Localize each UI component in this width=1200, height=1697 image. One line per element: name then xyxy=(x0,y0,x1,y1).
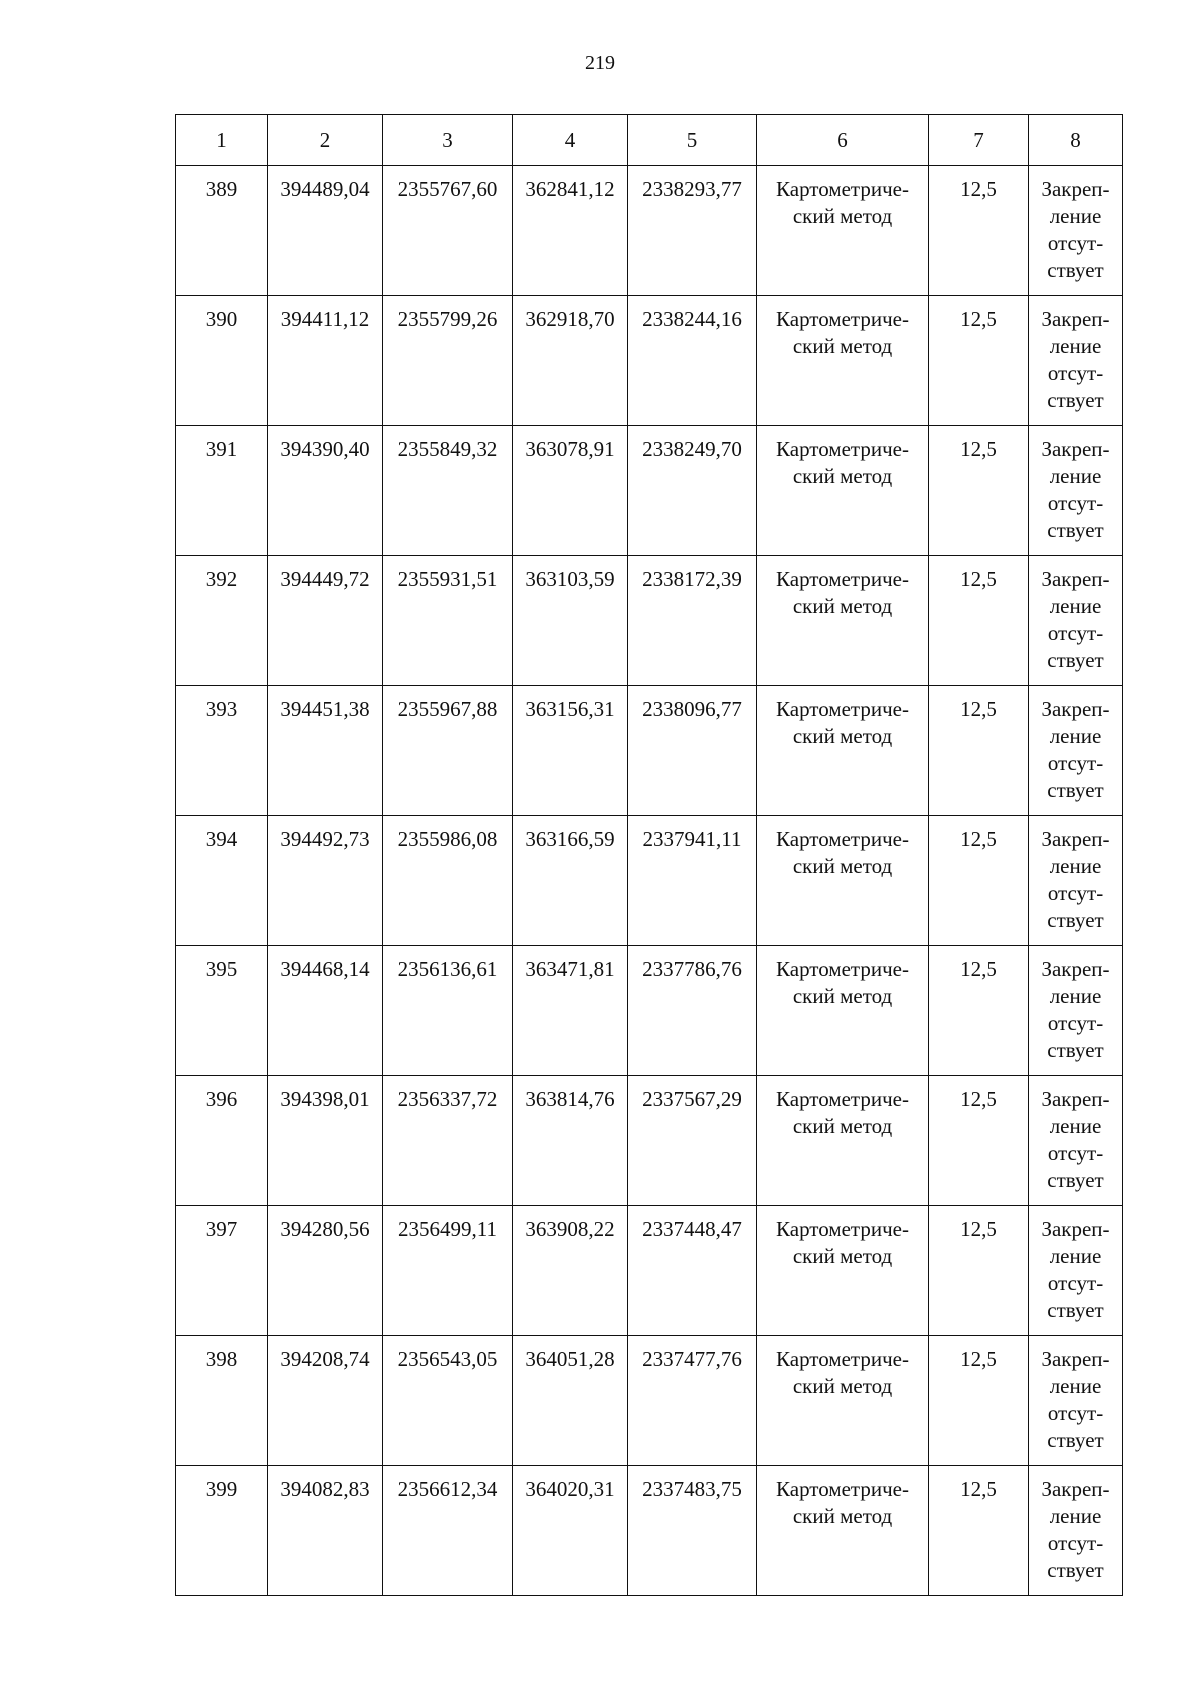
fixing-line: ствует xyxy=(1047,1038,1104,1062)
method-cell xyxy=(757,1466,929,1596)
fixing-line: отсут- xyxy=(1047,231,1104,255)
fixing-line: ление xyxy=(1049,984,1102,1008)
fixing-line: Закреп- xyxy=(1041,957,1110,981)
fixing-line: отсут- xyxy=(1047,1531,1104,1555)
method-cell xyxy=(757,946,929,1076)
fixing-line: ление xyxy=(1049,854,1102,878)
coordinate-y-new-cell: 2337567,29 xyxy=(628,1076,757,1206)
column-header-1: 1 xyxy=(176,115,268,166)
method-line: ский метод xyxy=(792,1244,893,1268)
fixing-line: отсут- xyxy=(1047,621,1104,645)
fixing-line: ление xyxy=(1049,1244,1102,1268)
coordinate-y-old-cell: 2355767,60 xyxy=(383,166,513,296)
fixing-line: Закреп- xyxy=(1041,1087,1110,1111)
fixing-line: Закреп- xyxy=(1041,177,1110,201)
fixing-description-cell xyxy=(1029,166,1123,296)
method-line: ский метод xyxy=(792,1374,893,1398)
coordinate-x-new-cell: 363166,59 xyxy=(513,816,628,946)
fixing-line: ление xyxy=(1049,724,1102,748)
coordinate-y-new-cell: 2337786,76 xyxy=(628,946,757,1076)
accuracy-cell: 12,5 xyxy=(929,1336,1029,1466)
fixing-description-cell xyxy=(1029,1076,1123,1206)
accuracy-cell: 12,5 xyxy=(929,296,1029,426)
fixing-line: ление xyxy=(1049,464,1102,488)
point-number-cell: 391 xyxy=(176,426,268,556)
accuracy-cell: 12,5 xyxy=(929,1466,1029,1596)
method-line: Картометриче- xyxy=(776,1217,909,1241)
table-row xyxy=(176,1466,1123,1596)
method-line: Картометриче- xyxy=(776,697,909,721)
coordinate-y-old-cell: 2356612,34 xyxy=(383,1466,513,1596)
fixing-line: Закреп- xyxy=(1041,1477,1110,1501)
coordinate-y-old-cell: 2355931,51 xyxy=(383,556,513,686)
method-line: ский метод xyxy=(792,984,893,1008)
point-number-cell: 399 xyxy=(176,1466,268,1596)
column-header-3: 3 xyxy=(383,115,513,166)
table-row xyxy=(176,816,1123,946)
table-row xyxy=(176,1206,1123,1336)
method-line: Картометриче- xyxy=(776,567,909,591)
coordinates-table xyxy=(175,114,1123,1596)
point-number-cell: 396 xyxy=(176,1076,268,1206)
fixing-line: ление xyxy=(1049,594,1102,618)
coordinate-y-old-cell: 2355849,32 xyxy=(383,426,513,556)
coordinate-x-new-cell: 363078,91 xyxy=(513,426,628,556)
method-line: Картометриче- xyxy=(776,177,909,201)
fixing-line: Закреп- xyxy=(1041,307,1110,331)
fixing-line: отсут- xyxy=(1047,1011,1104,1035)
coordinate-y-old-cell: 2355967,88 xyxy=(383,686,513,816)
fixing-description-cell xyxy=(1029,1336,1123,1466)
coordinate-x-new-cell: 364051,28 xyxy=(513,1336,628,1466)
coordinate-y-new-cell: 2338244,16 xyxy=(628,296,757,426)
coordinate-x-new-cell: 363908,22 xyxy=(513,1206,628,1336)
fixing-line: ление xyxy=(1049,1504,1102,1528)
coordinate-y-old-cell: 2356136,61 xyxy=(383,946,513,1076)
fixing-line: ствует xyxy=(1047,1558,1104,1582)
coordinate-y-new-cell: 2338293,77 xyxy=(628,166,757,296)
coordinate-y-new-cell: 2337448,47 xyxy=(628,1206,757,1336)
accuracy-cell: 12,5 xyxy=(929,556,1029,686)
accuracy-cell: 12,5 xyxy=(929,1206,1029,1336)
column-header-7: 7 xyxy=(929,115,1029,166)
coordinate-x-new-cell: 364020,31 xyxy=(513,1466,628,1596)
accuracy-cell: 12,5 xyxy=(929,686,1029,816)
point-number-cell: 389 xyxy=(176,166,268,296)
accuracy-cell: 12,5 xyxy=(929,426,1029,556)
coordinate-y-new-cell: 2337477,76 xyxy=(628,1336,757,1466)
method-line: ский метод xyxy=(792,724,893,748)
table-row xyxy=(176,1076,1123,1206)
coordinate-x-old-cell: 394492,73 xyxy=(268,816,383,946)
table-row xyxy=(176,166,1123,296)
fixing-line: ствует xyxy=(1047,258,1104,282)
fixing-line: ствует xyxy=(1047,1428,1104,1452)
table-row xyxy=(176,296,1123,426)
fixing-line: ствует xyxy=(1047,908,1104,932)
method-line: Картометриче- xyxy=(776,827,909,851)
coordinate-x-new-cell: 363156,31 xyxy=(513,686,628,816)
table-row xyxy=(176,1336,1123,1466)
fixing-line: Закреп- xyxy=(1041,827,1110,851)
page-number: 219 xyxy=(585,52,615,74)
fixing-description-cell xyxy=(1029,816,1123,946)
fixing-line: ствует xyxy=(1047,518,1104,542)
column-header-4: 4 xyxy=(513,115,628,166)
method-line: Картометриче- xyxy=(776,1087,909,1111)
fixing-line: Закреп- xyxy=(1041,437,1110,461)
fixing-description-cell xyxy=(1029,556,1123,686)
point-number-cell: 390 xyxy=(176,296,268,426)
coordinate-x-old-cell: 394208,74 xyxy=(268,1336,383,1466)
fixing-line: ствует xyxy=(1047,1168,1104,1192)
coordinate-x-old-cell: 394390,40 xyxy=(268,426,383,556)
method-line: Картометриче- xyxy=(776,437,909,461)
fixing-line: ление xyxy=(1049,204,1102,228)
fixing-description-cell xyxy=(1029,296,1123,426)
coordinate-x-new-cell: 363814,76 xyxy=(513,1076,628,1206)
column-header-8: 8 xyxy=(1029,115,1123,166)
method-line: ский метод xyxy=(792,594,893,618)
coordinate-y-new-cell: 2338249,70 xyxy=(628,426,757,556)
coordinate-y-new-cell: 2337483,75 xyxy=(628,1466,757,1596)
method-cell xyxy=(757,556,929,686)
accuracy-cell: 12,5 xyxy=(929,816,1029,946)
accuracy-cell: 12,5 xyxy=(929,1076,1029,1206)
fixing-line: отсут- xyxy=(1047,491,1104,515)
method-line: ский метод xyxy=(792,854,893,878)
method-cell xyxy=(757,296,929,426)
point-number-cell: 398 xyxy=(176,1336,268,1466)
fixing-line: ствует xyxy=(1047,648,1104,672)
fixing-line: ление xyxy=(1049,1374,1102,1398)
header-row xyxy=(176,115,1123,166)
point-number-cell: 395 xyxy=(176,946,268,1076)
fixing-description-cell xyxy=(1029,946,1123,1076)
fixing-line: отсут- xyxy=(1047,881,1104,905)
column-header-2: 2 xyxy=(268,115,383,166)
fixing-description-cell xyxy=(1029,1206,1123,1336)
column-header-5: 5 xyxy=(628,115,757,166)
accuracy-cell: 12,5 xyxy=(929,166,1029,296)
fixing-description-cell xyxy=(1029,686,1123,816)
method-line: ский метод xyxy=(792,204,893,228)
method-cell xyxy=(757,686,929,816)
fixing-line: Закреп- xyxy=(1041,697,1110,721)
coordinate-x-old-cell: 394280,56 xyxy=(268,1206,383,1336)
coordinate-y-new-cell: 2338096,77 xyxy=(628,686,757,816)
coordinate-x-old-cell: 394082,83 xyxy=(268,1466,383,1596)
method-line: ский метод xyxy=(792,1114,893,1138)
fixing-line: Закреп- xyxy=(1041,1217,1110,1241)
method-line: Картометриче- xyxy=(776,1347,909,1371)
table-header xyxy=(176,115,1123,166)
table-row xyxy=(176,686,1123,816)
method-cell xyxy=(757,1206,929,1336)
coordinate-x-new-cell: 362918,70 xyxy=(513,296,628,426)
fixing-line: Закреп- xyxy=(1041,1347,1110,1371)
column-header-6: 6 xyxy=(757,115,929,166)
fixing-line: ствует xyxy=(1047,778,1104,802)
table-row xyxy=(176,426,1123,556)
fixing-line: ление xyxy=(1049,334,1102,358)
method-line: Картометриче- xyxy=(776,1477,909,1501)
coordinate-x-new-cell: 363471,81 xyxy=(513,946,628,1076)
table-row xyxy=(176,946,1123,1076)
point-number-cell: 392 xyxy=(176,556,268,686)
coordinate-x-old-cell: 394398,01 xyxy=(268,1076,383,1206)
fixing-line: отсут- xyxy=(1047,361,1104,385)
coordinate-x-old-cell: 394411,12 xyxy=(268,296,383,426)
table-body xyxy=(176,166,1123,1596)
coordinate-y-new-cell: 2338172,39 xyxy=(628,556,757,686)
coordinate-y-old-cell: 2355799,26 xyxy=(383,296,513,426)
fixing-line: отсут- xyxy=(1047,1401,1104,1425)
method-cell xyxy=(757,166,929,296)
method-cell xyxy=(757,816,929,946)
fixing-line: ствует xyxy=(1047,388,1104,412)
coordinate-x-new-cell: 363103,59 xyxy=(513,556,628,686)
fixing-description-cell xyxy=(1029,426,1123,556)
point-number-cell: 397 xyxy=(176,1206,268,1336)
coordinate-x-old-cell: 394468,14 xyxy=(268,946,383,1076)
method-cell xyxy=(757,1076,929,1206)
point-number-cell: 394 xyxy=(176,816,268,946)
method-cell xyxy=(757,1336,929,1466)
fixing-line: Закреп- xyxy=(1041,567,1110,591)
method-cell xyxy=(757,426,929,556)
coordinate-x-new-cell: 362841,12 xyxy=(513,166,628,296)
point-number-cell: 393 xyxy=(176,686,268,816)
coordinate-y-old-cell: 2356543,05 xyxy=(383,1336,513,1466)
method-line: ский метод xyxy=(792,464,893,488)
method-line: Картометриче- xyxy=(776,957,909,981)
coordinate-y-old-cell: 2356499,11 xyxy=(383,1206,513,1336)
fixing-description-cell xyxy=(1029,1466,1123,1596)
coordinate-y-old-cell: 2355986,08 xyxy=(383,816,513,946)
table-row xyxy=(176,556,1123,686)
accuracy-cell: 12,5 xyxy=(929,946,1029,1076)
fixing-line: ствует xyxy=(1047,1298,1104,1322)
method-line: ский метод xyxy=(792,334,893,358)
fixing-line: ление xyxy=(1049,1114,1102,1138)
coordinate-y-old-cell: 2356337,72 xyxy=(383,1076,513,1206)
method-line: ский метод xyxy=(792,1504,893,1528)
fixing-line: отсут- xyxy=(1047,1271,1104,1295)
fixing-line: отсут- xyxy=(1047,751,1104,775)
coordinate-y-new-cell: 2337941,11 xyxy=(628,816,757,946)
coordinate-x-old-cell: 394449,72 xyxy=(268,556,383,686)
fixing-line: отсут- xyxy=(1047,1141,1104,1165)
coordinate-x-old-cell: 394489,04 xyxy=(268,166,383,296)
method-line: Картометриче- xyxy=(776,307,909,331)
coordinate-x-old-cell: 394451,38 xyxy=(268,686,383,816)
